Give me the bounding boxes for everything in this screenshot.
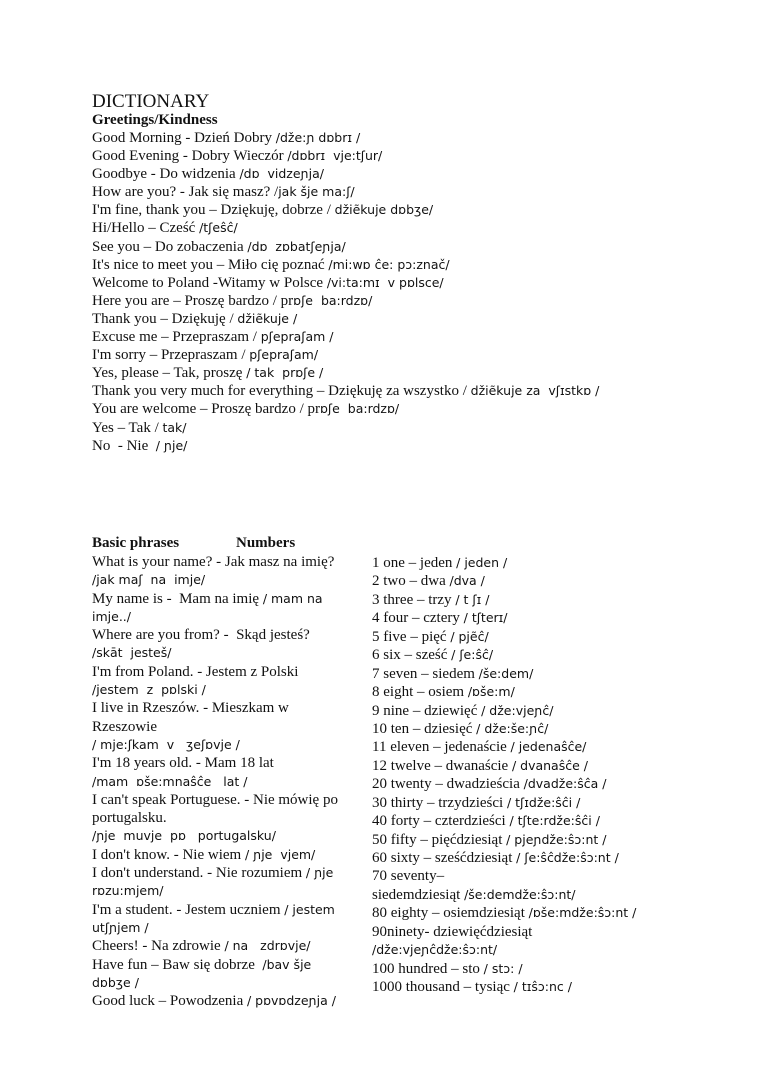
basic-line <box>92 773 338 791</box>
numbers-line <box>372 757 636 775</box>
entry-text: 8 eight – osiem <box>372 684 468 701</box>
greetings-line <box>92 310 599 328</box>
entry-text: 70 seventy– <box>372 868 445 885</box>
greetings-line <box>92 256 599 274</box>
phonetic-text: / jeden / <box>456 555 508 570</box>
numbers-line <box>372 794 636 812</box>
entry-text: 7 seven – siedem <box>372 665 479 682</box>
numbers-line <box>372 775 636 793</box>
basic-line <box>92 882 338 900</box>
basic-line <box>92 846 338 864</box>
entry-text: I don't know. - Nie wiem <box>92 846 245 863</box>
entry-text: What is your name? - Jak masz na imię? <box>92 554 335 570</box>
entry-text: Hi/Hello – Cześć <box>92 220 200 237</box>
document-title: DICTIONARY <box>92 91 210 112</box>
section-headers <box>92 535 296 552</box>
phonetic-text: /tʃeŝĉ/ <box>199 220 238 236</box>
phonetic-text: /dvadže:ŝĉa / <box>523 776 607 792</box>
greetings-line <box>92 219 599 237</box>
basic-line <box>92 590 338 608</box>
numbers-line <box>372 665 636 683</box>
numbers-line <box>372 720 636 738</box>
greetings-list <box>92 129 599 455</box>
entry-text: It's nice to meet you – Miło cię poznać <box>92 256 329 273</box>
phonetic-text: / pɒvɒdzeɲja / <box>246 993 336 1009</box>
phonetic-text: /še:demdže:ŝɔ:nt/ <box>464 886 576 902</box>
phonetic-text: /dɒ zɒbatʃeɲja/ <box>247 238 346 254</box>
entry-text: I'm a student. - Jestem uczniem <box>92 901 285 918</box>
entry-text: 4 four – cztery <box>372 610 464 627</box>
numbers-line <box>372 849 636 867</box>
numbers-line <box>372 683 636 701</box>
entry-text: Good Evening - Dobry Wieczór <box>92 148 288 165</box>
entry-text: 50 fifty – pięćdziesiąt <box>372 831 507 848</box>
greetings-line <box>92 364 599 382</box>
phonetic-text: /jak maʃ na imje/ <box>92 572 206 588</box>
numbers-line <box>372 591 636 609</box>
numbers-heading: Numbers <box>236 535 296 551</box>
phonetic-text: pʃepraʃam / <box>260 329 334 345</box>
numbers-line <box>372 702 636 720</box>
entry-text: Here you are – Proszę bardzo / pr <box>92 292 294 309</box>
phonetic-text: /ɒše:mdže:ŝɔ:nt / <box>528 905 637 921</box>
phonetic-text: / mam na <box>262 590 323 606</box>
entry-text: Rzeszowie <box>92 718 157 735</box>
phonetic-text: dɒbʒe / <box>92 974 139 990</box>
basic-line <box>92 791 338 809</box>
basic-line <box>92 864 338 882</box>
phonetic-text: /vi:ta:mɪ v pɒlsce/ <box>326 274 444 290</box>
basic-line <box>92 626 338 644</box>
entry-text: 20 twenty – dwadzieścia <box>372 776 524 793</box>
entry-text: You are welcome – Proszę bardzo / pr <box>92 401 320 418</box>
entry-text: Excuse me – Przepraszam / <box>92 329 261 346</box>
entry-text: 11 eleven – jedenaście <box>372 739 511 756</box>
entry-text: Cheers! - Na zdrowie <box>92 938 225 955</box>
entry-text: I'm sorry – Przepraszam / <box>92 347 250 364</box>
phonetic-text: imje../ <box>92 608 131 624</box>
entry-text: 6 six – sześć <box>372 647 452 664</box>
entry-text: 5 five – pięć <box>372 628 451 645</box>
numbers-line <box>372 831 636 849</box>
phonetic-text: / tʃte:rdže:ŝĉi / <box>509 813 600 829</box>
entry-text: 1000 thousand – tysiąc <box>372 979 514 996</box>
phonetic-text: /ɒše:m/ <box>467 684 515 700</box>
numbers-line <box>372 628 636 646</box>
entry-text: Good Morning - Dzień Dobry <box>92 130 276 146</box>
basic-line <box>92 553 338 571</box>
basic-line <box>92 754 338 772</box>
entry-text: My name is - Mam na imię <box>92 590 263 607</box>
phonetic-text: / ʃe:ŝĉ/ <box>451 647 494 663</box>
phonetic-text: / ʃe:ŝĉdže:ŝɔ:nt / <box>516 850 619 865</box>
numbers-line <box>372 904 636 922</box>
phonetic-text: /dɒ vidzeɲja/ <box>239 166 324 182</box>
greetings-line <box>92 437 599 455</box>
phonetic-text: /dže:vjeɲĉdže:ŝɔ:nt/ <box>372 942 498 958</box>
phonetic-text: / ɲje <box>305 865 334 881</box>
entry-text: 3 three – trzy <box>372 591 456 608</box>
greetings-line <box>92 274 599 292</box>
phonetic-text: ɒʃe ba:rdzɒ/ <box>293 292 373 308</box>
phonetic-text: jak šje ma:ʃ/ <box>278 184 355 200</box>
greetings-line <box>92 183 599 201</box>
entry-text: 100 hundred – sto <box>372 960 484 977</box>
basic-line <box>92 736 338 754</box>
phonetic-text: ɒʃe ba:rdzɒ/ <box>320 401 400 417</box>
greetings-heading: Greetings/Kindness <box>92 112 218 128</box>
basic-line <box>92 809 338 827</box>
phonetic-text: / tʃterɪ/ <box>463 610 508 626</box>
basic-line <box>92 608 338 626</box>
phonetic-text: /dva / <box>449 573 485 589</box>
phonetic-text: /mam ɒše:mnaŝĉe lat / <box>92 773 248 789</box>
numbers-line <box>372 960 636 978</box>
phonetic-text: /ɲje muvje pɒ portugalsku/ <box>92 828 276 844</box>
entry-text: 2 two – dwa <box>372 573 450 590</box>
phonetic-text: / tak prɒʃe / <box>246 365 324 381</box>
entry-text: 80 eighty – osiemdziesiąt <box>372 905 529 922</box>
numbers-line <box>372 609 636 627</box>
phonetic-text: /dže:ɲ dɒbrɪ / <box>275 130 361 145</box>
greetings-line <box>92 238 599 256</box>
phonetic-text: /jestem z pɒlski / <box>92 682 206 698</box>
phonetic-text: / jestem <box>284 901 335 917</box>
phonetic-text: tak/ <box>162 419 187 435</box>
entry-text: siedemdziesiąt <box>372 886 465 903</box>
numbers-line <box>372 886 636 904</box>
phonetic-text: / stɔ: / <box>483 960 523 976</box>
numbers-line <box>372 812 636 830</box>
phonetic-text: / t ʃɪ / <box>455 591 490 607</box>
basic-line <box>92 992 338 1010</box>
basic-line <box>92 699 338 717</box>
numbers-line <box>372 738 636 756</box>
numbers-line <box>372 978 636 996</box>
basic-line <box>92 681 338 699</box>
phonetic-text: / pjeɲdže:ŝɔ:nt / <box>506 831 607 847</box>
entry-text: 40 forty – czterdzieści <box>372 813 510 830</box>
basic-phrases-heading: Basic phrases <box>92 535 180 551</box>
entry-text: portugalsku. <box>92 810 167 827</box>
basic-line <box>92 937 338 955</box>
phonetic-text: /še:dem/ <box>478 665 534 681</box>
greetings-line <box>92 328 599 346</box>
entry-text: Yes, please – Tak, proszę <box>92 365 247 382</box>
entry-text: Thank you – Dziękuję / <box>92 310 238 327</box>
phonetic-text: džiẽkuje dɒbʒe/ <box>334 202 434 218</box>
basic-line <box>92 956 338 974</box>
phonetic-text: / tɪŝɔ:nc / <box>513 979 572 995</box>
entry-text: I'm from Poland. - Jestem z Polski <box>92 663 299 680</box>
basic-line <box>92 571 338 589</box>
phonetic-text: / jedenaŝĉe/ <box>510 739 587 755</box>
entry-text: 90ninety- dziewięćdziesiąt <box>372 923 533 940</box>
phonetic-text: / dže:vjeɲĉ/ <box>481 702 554 718</box>
phonetic-text: /skāt jesteš/ <box>92 645 172 661</box>
greetings-line <box>92 400 599 418</box>
numbers-line <box>372 572 636 590</box>
basic-line <box>92 663 338 681</box>
numbers-line <box>372 867 636 885</box>
phonetic-text: džiẽkuje za vʃɪstkɒ / <box>470 383 600 399</box>
entry-text: I don't understand. - Nie rozumiem <box>92 865 306 882</box>
entry-text: Have fun – Baw się dobrze <box>92 956 263 973</box>
basic-line <box>92 718 338 736</box>
phonetic-text: / tʃɪdže:ŝĉi / <box>506 794 581 810</box>
phonetic-text: /bav šje <box>262 956 312 972</box>
greetings-line <box>92 346 599 364</box>
numbers-list <box>372 554 636 997</box>
numbers-line <box>372 554 636 572</box>
entry-text: How are you? - Jak się masz? / <box>92 184 279 201</box>
entry-text: Yes – Tak / <box>92 419 163 436</box>
numbers-line <box>372 923 636 941</box>
basic-line <box>92 919 338 937</box>
greetings-line <box>92 165 599 183</box>
entry-text: 1 one – jeden <box>372 555 457 571</box>
phonetic-text: džiẽkuje / <box>237 310 298 326</box>
phonetic-text: / na zdrɒvje/ <box>224 938 311 954</box>
entry-text: 60 sixty – sześćdziesiąt <box>372 850 517 866</box>
greetings-line <box>92 147 599 165</box>
entry-text: Thank you very much for everything – Dziękuję za wszystko / <box>92 383 471 400</box>
entry-text: Good luck – Powodzenia <box>92 993 247 1010</box>
basic-line <box>92 644 338 662</box>
phonetic-text: / pjẽĉ/ <box>450 628 489 644</box>
numbers-line <box>372 941 636 959</box>
phonetic-text: / ɲje vjem/ <box>244 846 316 862</box>
greetings-line <box>92 382 599 400</box>
entry-text: Welcome to Poland -Witamy w Polsce <box>92 274 327 291</box>
phonetic-text: utʃɲjem / <box>92 919 149 935</box>
basic-line <box>92 827 338 845</box>
phonetic-text: pʃepraʃam/ <box>249 347 319 363</box>
basic-phrases-list <box>92 553 338 1010</box>
entry-text: 12 twelve – dwanaście <box>372 757 512 774</box>
phonetic-text: /dɒbrɪ vje:tʃur/ <box>287 148 383 164</box>
entry-text: I'm fine, thank you – Dziękuję, dobrze / <box>92 202 335 219</box>
basic-line <box>92 901 338 919</box>
entry-text: 30 thirty – trzydzieści <box>372 794 507 811</box>
entry-text: I'm 18 years old. - Mam 18 lat <box>92 755 274 772</box>
entry-text: Where are you from? - Skąd jesteś? <box>92 627 310 644</box>
entry-text: 9 nine – dziewięć <box>372 702 482 719</box>
numbers-line <box>372 646 636 664</box>
basic-line <box>92 974 338 992</box>
entry-text: Goodbye - Do widzenia <box>92 166 240 183</box>
entry-text: I live in Rzeszów. - Mieszkam w <box>92 700 289 717</box>
entry-text: I can't speak Portuguese. - Nie mówię po <box>92 791 338 808</box>
phonetic-text: / dže:še:ɲĉ/ <box>476 720 549 736</box>
phonetic-text: /mi:wɒ ĉe: pɔ:znač/ <box>328 256 450 272</box>
phonetic-text: / mje:ʃkam v ʒeʃɒvje / <box>92 736 240 752</box>
phonetic-text: rɒzu:mjem/ <box>92 883 164 899</box>
entry-text: No - Nie <box>92 437 156 454</box>
entry-text: See you – Do zobaczenia <box>92 238 248 255</box>
greetings-line <box>92 201 599 219</box>
greetings-line <box>92 419 599 437</box>
phonetic-text: / dvanaŝĉe / <box>511 757 588 773</box>
greetings-line <box>92 129 599 147</box>
greetings-line <box>92 292 599 310</box>
phonetic-text: / ɲje/ <box>155 437 188 453</box>
entry-text: 10 ten – dziesięć <box>372 720 477 737</box>
